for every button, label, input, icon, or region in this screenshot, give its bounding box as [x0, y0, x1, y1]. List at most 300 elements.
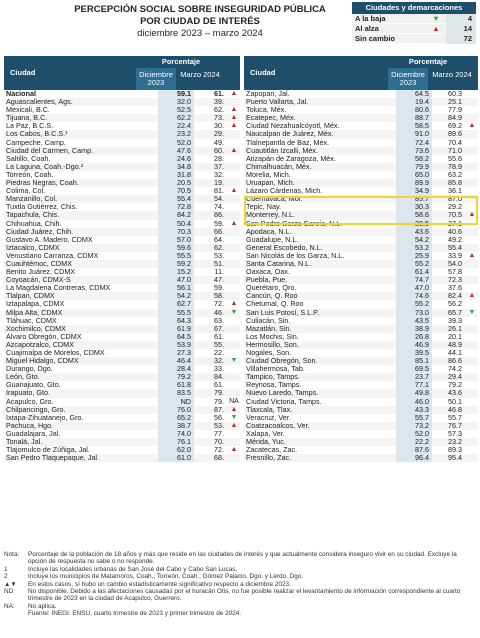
city-name: Iztapalapa, CDMX [6, 300, 65, 309]
value-dec-2023: 43.3 [396, 406, 432, 414]
value-dec-2023: 74.7 [396, 276, 432, 284]
value-dec-2023: 74.6 [396, 292, 432, 300]
note-key: 1 [4, 565, 8, 573]
table-row [4, 195, 240, 203]
city-name: Saltillo, Coah. [6, 154, 51, 163]
no-change-icon [228, 284, 240, 292]
table-row [244, 357, 478, 365]
city-name: Miguel Hidalgo, CDMX [6, 357, 79, 366]
value-dec-2023: 54.2 [396, 236, 432, 244]
no-change-icon [466, 341, 478, 349]
value-mar-2024: 85.8 [448, 178, 462, 188]
table-row [4, 244, 240, 252]
table-row [4, 398, 240, 406]
city-name: Chilpancingo, Gro. [6, 405, 66, 414]
no-change-icon [466, 155, 478, 163]
value-mar-2024: 32. [214, 356, 224, 366]
city-name: General Escobedo, N.L. [246, 243, 323, 252]
no-change-icon [466, 179, 478, 187]
note-row [4, 610, 476, 617]
value-dec-2023: 96.4 [396, 454, 432, 462]
value-dec-2023: 43.6 [396, 228, 432, 236]
city-name: Guadalupe, N.L. [246, 235, 299, 244]
value-mar-2024: 55. [214, 339, 224, 349]
value-mar-2024: 61. [214, 331, 224, 341]
value-dec-2023: 47.0 [158, 276, 194, 284]
city-name: Tapachula, Chis. [6, 211, 60, 220]
value-mar-2024: 47. [214, 275, 224, 285]
table-row [244, 155, 478, 163]
value-mar-2024: 74. [214, 202, 224, 212]
value-dec-2023: 15.2 [158, 268, 194, 276]
city-name: Tláhuac, CDMX [6, 316, 57, 325]
value-mar-2024: 58. [214, 291, 224, 301]
value-dec-2023: 39.5 [396, 349, 432, 357]
table-row [244, 406, 478, 414]
city-name: Atizapán de Zaragoza, Méx. [246, 154, 336, 163]
value-dec-2023: 55.2 [396, 300, 432, 308]
city-name: Mazatlán, Sin. [246, 324, 292, 333]
note-row [4, 573, 476, 580]
table-row [244, 333, 478, 341]
value-dec-2023: 77.1 [396, 381, 432, 389]
city-name: Los Cabos, B.C.S.¹ [6, 130, 68, 139]
value-dec-2023: 62.7 [158, 300, 194, 308]
table-row [244, 309, 478, 317]
value-mar-2024: 28. [214, 153, 224, 163]
na-label: NA [229, 397, 239, 405]
value-dec-2023: 59.2 [158, 260, 194, 268]
value-dec-2023: 61.4 [396, 268, 432, 276]
value-dec-2023: 79.9 [396, 163, 432, 171]
value-mar-2024: 86. [214, 210, 224, 220]
table-row [244, 430, 478, 438]
note-text: Incluye los municipios de Matamoros, Coah.; Torreón, Coah.; Gómez Palacio, Dgo. y Lerdo, Dgo. [28, 573, 304, 581]
table-row [4, 260, 240, 268]
no-change-icon [228, 130, 240, 138]
no-change-icon [466, 106, 478, 114]
legend-count: 14 [446, 24, 476, 34]
table-row [244, 438, 478, 446]
value-dec-2023: 58.6 [396, 211, 432, 219]
value-dec-2023: 26.8 [396, 333, 432, 341]
table-row [244, 114, 478, 122]
value-mar-2024: 70. [214, 437, 224, 447]
no-change-icon [228, 171, 240, 179]
table-row [4, 300, 240, 308]
arrow-up-icon: ▲ [230, 421, 238, 429]
no-change-icon [466, 228, 478, 236]
city-name: Colima, Col. [6, 187, 46, 196]
table-row [4, 454, 240, 462]
city-name: Ixtapa-Zihuatanejo, Gro. [6, 413, 84, 422]
value-dec-2023: 50.4 [158, 220, 194, 228]
table-row [4, 381, 240, 389]
table-row [4, 155, 240, 163]
right-table [244, 90, 478, 462]
value-dec-2023: 31.8 [158, 171, 194, 179]
city-name: Querétaro, Qro. [246, 284, 297, 293]
value-mar-2024: 79.2 [448, 380, 462, 390]
value-mar-2024: 37. [214, 161, 224, 171]
value-dec-2023: 46.0 [396, 398, 432, 406]
table-row [4, 147, 240, 155]
arrow-up-icon: ▲ [230, 300, 238, 308]
column-header-city: Ciudad [10, 68, 36, 77]
table-row [244, 317, 478, 325]
value-mar-2024: 84. [214, 372, 224, 382]
value-dec-2023: 20.5 [158, 179, 194, 187]
value-mar-2024: 81. [214, 186, 224, 196]
value-mar-2024: 67. [214, 323, 224, 333]
value-dec-2023: 47.6 [158, 147, 194, 155]
value-dec-2023: 53.2 [396, 244, 432, 252]
table-row [244, 98, 478, 106]
table-row [4, 446, 240, 454]
arrow-up-icon: ▲ [230, 219, 238, 227]
no-change-icon [228, 325, 240, 333]
value-mar-2024: 55.7 [448, 412, 462, 422]
note-text: No aplica. [28, 602, 57, 610]
table-row [4, 317, 240, 325]
value-mar-2024: 57.3 [448, 428, 462, 438]
table-row [244, 389, 478, 397]
no-change-icon [466, 454, 478, 462]
value-mar-2024: 82.4 [448, 291, 462, 301]
value-dec-2023: 55.2 [396, 260, 432, 268]
value-mar-2024: 79. [214, 396, 224, 406]
value-dec-2023: 85.7 [396, 195, 432, 203]
legend-label: A la baja [355, 14, 386, 23]
value-dec-2023: 59.6 [158, 244, 194, 252]
arrow-down-icon: ▼ [230, 308, 238, 316]
value-dec-2023: 83.5 [158, 389, 194, 397]
title-line-3: diciembre 2023 – marzo 2024 [137, 28, 263, 39]
city-name: Veracruz, Ver. [246, 413, 291, 422]
no-change-icon [228, 438, 240, 446]
value-dec-2023: 69.5 [396, 365, 432, 373]
note-text: Fuente: INEGI. ENSU, cuarto trimestre de 2023 y primer trimestre de 2024. [28, 610, 242, 618]
city-name: Mexicali, B.C. [6, 106, 50, 115]
no-change-icon [228, 203, 240, 211]
table-row [244, 365, 478, 373]
table-row [4, 422, 240, 430]
table-row [244, 90, 478, 98]
table-row [244, 171, 478, 179]
city-name: Tepic, Nay. [246, 203, 282, 212]
table-row [4, 106, 240, 114]
no-change-icon [466, 430, 478, 438]
value-dec-2023: 64.3 [158, 317, 194, 325]
arrow-down-icon: ▼ [230, 413, 238, 421]
value-mar-2024: 72. [214, 445, 224, 455]
value-mar-2024: 22. [214, 348, 224, 357]
value-mar-2024: 46. [214, 307, 224, 317]
value-mar-2024: 29.2 [448, 202, 462, 212]
note-text: Porcentaje de la población de 18 años y más que reside en las ciudades de interés y que actualmente considera inseguro vivir en su ciudad. Excluye la opción de respuesta no sabe o no responde. [28, 551, 457, 566]
value-dec-2023: 46.9 [396, 341, 432, 349]
legend-row-same [352, 34, 476, 44]
column-header-percent: Porcentaje [408, 57, 448, 66]
highlight-box [244, 196, 478, 225]
no-change-icon [466, 130, 478, 138]
column-header-mar: Marzo 2024 [432, 70, 472, 79]
arrow-up-icon: ▲ [468, 122, 476, 130]
no-change-icon [466, 139, 478, 147]
table-row [244, 187, 478, 195]
value-dec-2023: 64.5 [158, 333, 194, 341]
city-name: Puerto Vallarta, Jal. [246, 98, 309, 107]
table-row [244, 236, 478, 244]
value-mar-2024: 61. [214, 380, 224, 390]
note-row [4, 581, 476, 588]
value-mar-2024: 59. [214, 218, 224, 228]
note-key: 2 [4, 573, 8, 581]
table-row [244, 414, 478, 422]
value-dec-2023: 22.2 [396, 438, 432, 446]
city-name: Tlajomulco de Zúñiga, Jal. [6, 446, 90, 455]
no-change-icon [466, 381, 478, 389]
value-dec-2023: 25.9 [396, 252, 432, 260]
no-change-icon [228, 211, 240, 219]
value-mar-2024: 55.6 [448, 153, 462, 163]
no-change-icon [228, 139, 240, 147]
value-mar-2024: 23.2 [448, 437, 462, 447]
city-name: Nogales, Son. [246, 349, 292, 357]
value-mar-2024: 56. [214, 412, 224, 422]
city-name: San Nicolás de los Garza, N.L. [246, 251, 345, 260]
value-mar-2024: 46.8 [448, 404, 462, 414]
no-change-icon [228, 236, 240, 244]
city-name: Chimalhuacán, Méx. [246, 162, 312, 171]
value-dec-2023: 22.4 [158, 122, 194, 130]
value-dec-2023: 84.2 [158, 211, 194, 219]
city-name: Venustiano Carranza, CDMX [6, 251, 99, 260]
value-mar-2024: 49.2 [448, 234, 462, 244]
note-text: Incluye las localidades urbanas de San José del Cabo y Cabo San Lucas. [28, 565, 238, 573]
table-row [4, 252, 240, 260]
value-mar-2024: 54. [214, 194, 224, 204]
table-row [4, 236, 240, 244]
value-mar-2024: 70.4 [448, 137, 462, 147]
value-dec-2023: 38.7 [158, 422, 194, 430]
table-row [4, 228, 240, 236]
table-row [244, 325, 478, 333]
city-name: Chihuahua, Chih. [6, 219, 62, 228]
no-change-icon [466, 98, 478, 106]
value-dec-2023: 55.5 [158, 252, 194, 260]
table-row [4, 163, 240, 171]
city-name: Oaxaca, Oax. [246, 268, 290, 277]
city-name: Piedras Negras, Coah. [6, 179, 79, 188]
city-name: Durango, Dgo. [6, 365, 53, 374]
table-row [244, 284, 478, 292]
value-dec-2023: 65.2 [158, 414, 194, 422]
city-name: La Magdalena Contreras, CDMX [6, 284, 111, 293]
value-dec-2023: 73.2 [396, 422, 432, 430]
city-name: Álvaro Obregón, CDMX [6, 332, 82, 341]
value-mar-2024: 63.2 [448, 169, 462, 179]
table-row [244, 398, 478, 406]
city-name: Nacional [6, 90, 36, 98]
value-mar-2024: 53. [214, 420, 224, 430]
value-dec-2023: 58.5 [396, 122, 432, 130]
city-name: Puebla, Pue. [246, 276, 288, 285]
value-dec-2023: 43.5 [396, 317, 432, 325]
right-table-header [244, 56, 478, 90]
no-change-icon [466, 357, 478, 365]
value-dec-2023: 30.3 [396, 203, 432, 211]
value-dec-2023: 52.0 [158, 139, 194, 147]
table-row [4, 292, 240, 300]
value-dec-2023: 80.6 [396, 106, 432, 114]
no-change-icon [466, 398, 478, 406]
value-dec-2023: 57.0 [158, 236, 194, 244]
city-name: Uruapan, Mich. [246, 179, 295, 188]
table-row [244, 446, 478, 454]
no-change-icon [466, 276, 478, 284]
city-name: Tuxtla Gutiérrez, Chis. [6, 203, 78, 212]
value-mar-2024: 95.4 [448, 453, 462, 463]
note-row [4, 588, 476, 603]
value-dec-2023: 79.2 [158, 373, 194, 381]
value-dec-2023: 55.4 [158, 195, 194, 203]
value-dec-2023: 32.0 [158, 98, 194, 106]
note-key: NA: [4, 602, 15, 610]
city-name: Los Mochis, Sin. [246, 332, 299, 341]
table-row [4, 122, 240, 130]
no-change-icon [228, 349, 240, 357]
column-header-city: Ciudad [250, 68, 276, 77]
no-change-icon [466, 389, 478, 397]
table-row [244, 139, 478, 147]
arrow-up-icon: ▲ [230, 114, 238, 122]
value-mar-2024: 56.2 [448, 299, 462, 309]
value-mar-2024: 69.2 [448, 121, 462, 131]
arrow-up-icon: ▲ [432, 24, 440, 33]
city-name: Milpa Alta, CDMX [6, 308, 63, 317]
city-name: Tlalnepantla de Baz, Méx. [246, 138, 330, 147]
value-dec-2023: 64.5 [396, 90, 432, 98]
value-mar-2024: 59. [214, 283, 224, 293]
no-change-icon [466, 244, 478, 252]
city-name: Cuernavaca, Mor. [246, 195, 303, 204]
city-name: Tijuana, B.C. [6, 114, 48, 123]
no-change-icon [466, 414, 478, 422]
no-change-icon [466, 365, 478, 373]
table-row [244, 244, 478, 252]
no-change-icon [466, 284, 478, 292]
value-dec-2023: 24.6 [158, 155, 194, 163]
city-name: Cuauhtémoc, CDMX [6, 259, 72, 268]
value-mar-2024: 70.5 [448, 210, 462, 220]
arrow-down-icon: ▼ [230, 357, 238, 365]
table-row [4, 90, 240, 98]
note-text: En estos casos, sí hubo un cambio estadísticamente significativo respecto a diciembre 2023. [28, 580, 291, 588]
value-mar-2024: 60. [214, 145, 224, 155]
column-header-percent: Porcentaje [161, 57, 201, 66]
no-change-icon [228, 341, 240, 349]
table-row [4, 349, 240, 357]
city-name: Coatzacoalcos, Ver. [246, 421, 310, 430]
table-row [4, 203, 240, 211]
no-change-icon [228, 292, 240, 300]
table-row [4, 389, 240, 397]
arrow-up-icon: ▲ [230, 187, 238, 195]
table-row [244, 106, 478, 114]
value-dec-2023: 73.6 [396, 147, 432, 155]
value-dec-2023: 72.4 [396, 139, 432, 147]
table-row [4, 365, 240, 373]
note-key: Nota: [4, 551, 20, 558]
city-name: Pachuca, Hgo. [6, 421, 54, 430]
city-name: Tonalá, Jal. [6, 438, 43, 447]
value-dec-2023: 52.5 [158, 106, 194, 114]
no-change-icon [228, 252, 240, 260]
no-change-icon [228, 381, 240, 389]
value-mar-2024: 37.6 [448, 283, 462, 293]
city-name: Acapulco, Gro. [6, 397, 54, 406]
value-dec-2023: 88.7 [396, 114, 432, 122]
value-mar-2024: 66. [214, 226, 224, 236]
city-name: Morelia, Mich. [246, 170, 291, 179]
value-dec-2023: 54.2 [158, 292, 194, 300]
city-name: Ciudad Obregón, Son. [246, 357, 318, 366]
value-dec-2023: 27.3 [158, 349, 194, 357]
no-change-icon [466, 317, 478, 325]
city-name: Nuevo Laredo, Tamps. [246, 389, 319, 398]
no-change-icon [228, 389, 240, 397]
value-dec-2023: 85.1 [396, 357, 432, 365]
value-mar-2024: 84.9 [448, 113, 462, 123]
value-mar-2024: 30. [214, 121, 224, 131]
table-row [4, 139, 240, 147]
value-mar-2024: 76.7 [448, 420, 462, 430]
city-name: Ciudad del Carmen, Camp. [6, 146, 94, 155]
note-row [4, 566, 476, 573]
value-mar-2024: 44.1 [448, 348, 462, 357]
no-change-icon [466, 90, 478, 98]
arrow-up-icon: ▲ [230, 90, 238, 97]
no-change-icon [466, 438, 478, 446]
value-dec-2023: 46.4 [158, 357, 194, 365]
note-key: ND: [4, 588, 16, 596]
table-row [244, 260, 478, 268]
city-name: Mérida, Yuc. [246, 438, 286, 447]
city-name: Ciudad Victoria, Tamps. [246, 397, 322, 406]
value-mar-2024: 26.1 [448, 323, 462, 333]
table-row [244, 252, 478, 260]
value-dec-2023: 58.2 [396, 155, 432, 163]
value-mar-2024: 89.6 [448, 129, 462, 139]
city-name: San Pedro Tlaquepaque, Jal. [6, 454, 99, 463]
no-change-icon [228, 244, 240, 252]
arrow-up-icon: ▲ [230, 146, 238, 154]
value-mar-2024: 53. [214, 250, 224, 260]
city-name: Gustavo A. Madero, CDMX [6, 235, 93, 244]
table-row [244, 300, 478, 308]
value-mar-2024: 71.0 [448, 145, 462, 155]
no-change-icon [228, 163, 240, 171]
table-row [244, 422, 478, 430]
legend-count: 4 [446, 14, 476, 24]
column-header-dec: Diciembre 2023 [388, 68, 428, 90]
table-row [4, 187, 240, 195]
value-dec-2023: 56.1 [158, 284, 194, 292]
value-mar-2024: 50.1 [448, 396, 462, 406]
no-change-icon [228, 98, 240, 106]
value-dec-2023: 70.5 [158, 187, 194, 195]
